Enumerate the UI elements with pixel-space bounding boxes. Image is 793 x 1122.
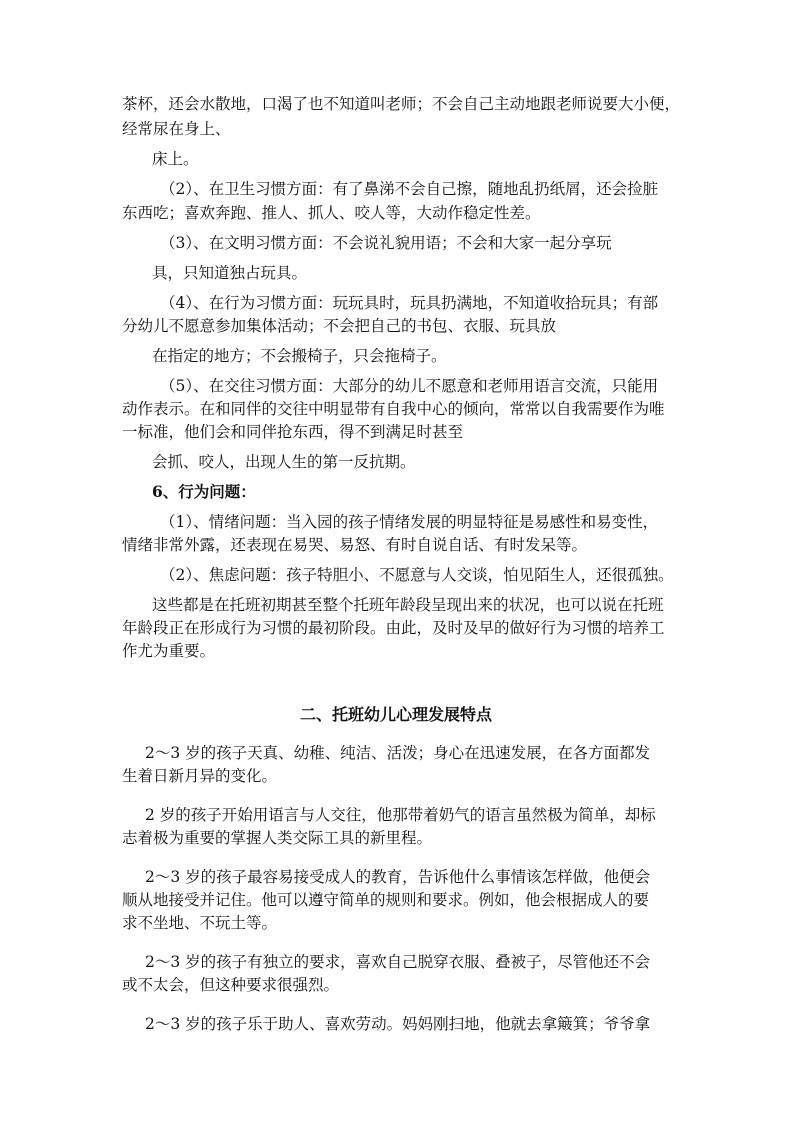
text-line: 2～3 岁的孩子最容易接受成人的教育，告诉他什么事情该怎样做，他便会 [145,868,651,886]
text-line: 或不太会，但这种要求很强烈。 [122,976,340,994]
text-line: （4）、在行为习惯方面：玩玩具时，玩具扔满地，不知道收拾玩具；有部 [160,294,659,312]
text-line: 会抓、咬人，出现人生的第一反抗期。 [152,453,416,471]
text-line: 生着日新月异的变化。 [122,767,278,785]
text-line: 年龄段正在形成行为习惯的最初阶段。由此，及时及早的做好行为习惯的培养工 [122,619,665,637]
section-heading: 6、行为问题： [152,482,256,501]
text-line: 情绪非常外露，还表现在易哭、易怒、有时自说自话、有时发呆等。 [122,536,588,554]
text-line: （5）、在交往习惯方面：大部分的幼儿不愿意和老师用语言交流，只能用 [160,377,659,395]
text-line: 动作表示。在和同伴的交往中明显带有自我中心的倾向，常常以自我需要作为唯 [122,400,665,418]
text-line: 志着极为重要的掌握人类交际工具的新里程。 [122,829,433,847]
text-line: 2 岁的孩子开始用语言与人交往，他那带着奶气的语言虽然极为简单，却标 [145,806,656,824]
text-line: 2～3 岁的孩子乐于助人、喜欢劳动。妈妈刚扫地，他就去拿簸箕；爷爷拿 [145,1015,651,1033]
text-line: （2）、在卫生习惯方面：有了鼻涕不会自己擦，随地乱扔纸屑，还会捡脏 [160,180,659,198]
text-line: 作尤为重要。 [122,642,216,660]
text-line: 求不坐地、不玩土等。 [122,914,278,932]
text-line: 2～3 岁的孩子有独立的要求，喜欢自己脱穿衣服、叠被子，尽管他还不会 [145,953,651,971]
text-line: 具，只知道独占玩具。 [152,264,308,282]
text-line: 顺从地接受并记住。他可以遵守简单的规则和要求。例如，他会根据成人的要 [122,891,650,909]
text-line: 床上。 [152,150,199,168]
text-line: 分幼儿不愿意参加集体活动；不会把自己的书包、衣服、玩具放 [122,317,557,335]
page-title: 二、托班幼儿心理发展特点 [300,705,493,724]
text-line: 一标准，他们会和同伴抢东西，得不到满足时甚至 [122,423,464,441]
text-line: 经常尿在身上、 [122,120,231,138]
text-line: 茶杯，还会水散地，口渴了也不知道叫老师；不会自己主动地跟老师说要大小便， [122,95,681,113]
text-line: （1）、情绪问题：当入园的孩子情绪发展的明显特征是易感性和易变性， [160,513,659,531]
text-line: 2～3 岁的孩子天真、幼稚、纯洁、活泼；身心在迅速发展，在各方面都发 [145,744,651,762]
text-line: 这些都是在托班初期甚至整个托班年龄段呈现出来的状况，也可以说在托班 [152,596,664,614]
text-line: 在指定的地方；不会搬椅子，只会拖椅子。 [152,347,447,365]
text-line: （3）、在文明习惯方面：不会说礼貌用语；不会和大家一起分享玩 [160,234,612,252]
text-line: （2）、焦虑问题：孩子特胆小、不愿意与人交谈，怕见陌生人，还很孤独。 [160,566,674,584]
text-line: 东西吃；喜欢奔跑、推人、抓人、咬人等，大动作稳定性差。 [122,204,541,222]
